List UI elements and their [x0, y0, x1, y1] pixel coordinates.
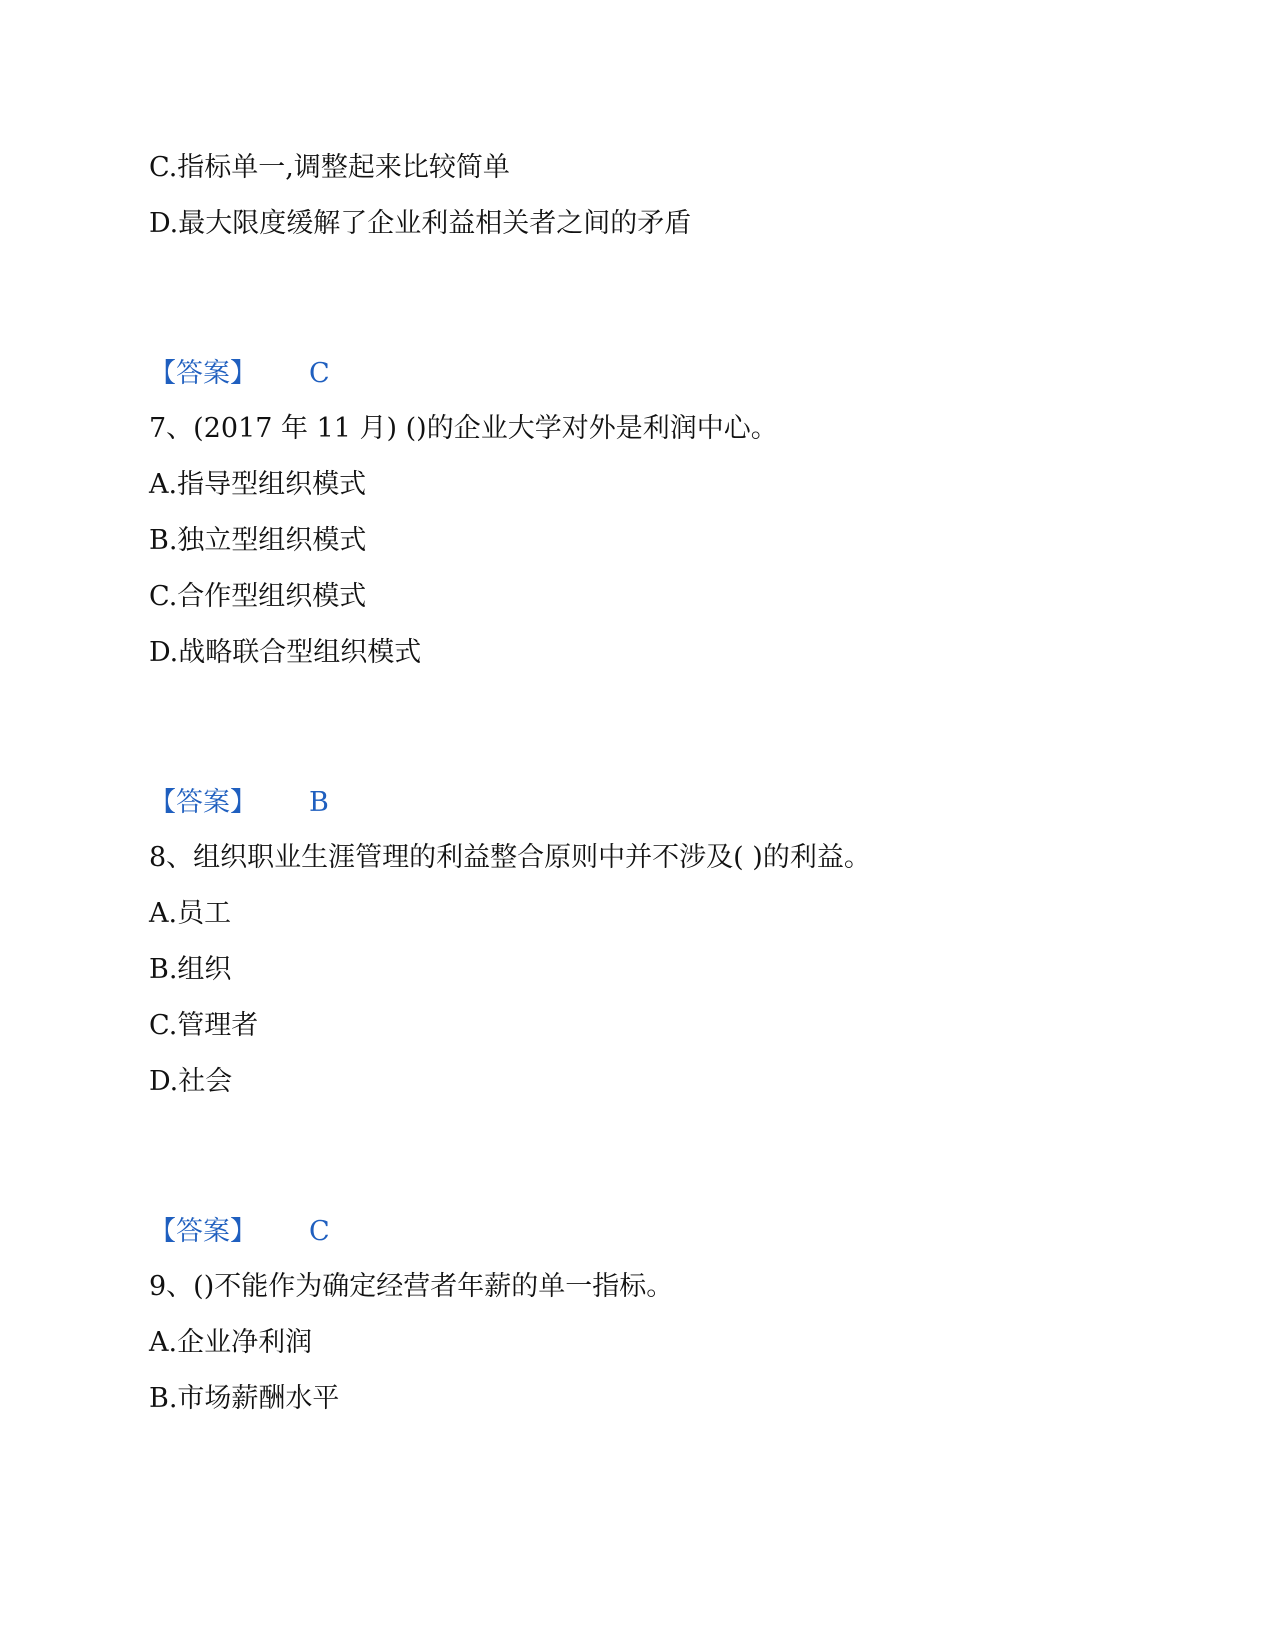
q8-answer: [149, 1214, 330, 1250]
answer-label: 【答案】: [149, 787, 257, 818]
answer-value: B: [309, 787, 329, 818]
q9-question: 9、()不能作为确定经营者年薪的单一指标。: [149, 1271, 674, 1302]
answer-value: C: [309, 358, 330, 389]
q7-option-d: D.战略联合型组织模式: [149, 637, 422, 668]
q9-option-a: A.企业净利润: [149, 1327, 313, 1358]
q7-answer: [149, 785, 329, 821]
q8-option-a: A.员工: [149, 898, 232, 929]
prev-option-c: C.指标单一,调整起来比较简单: [149, 152, 510, 183]
answer-label: 【答案】: [149, 1216, 257, 1247]
q9-option-b: B.市场薪酬水平: [149, 1383, 340, 1414]
q7-option-b: B.独立型组织模式: [149, 525, 367, 556]
q7-question: 7、(2017 年 11 月) ()的企业大学对外是利润中心。: [149, 413, 778, 444]
prev-answer: [149, 356, 330, 392]
answer-value: C: [309, 1216, 330, 1247]
q7-option-c: C.合作型组织模式: [149, 581, 367, 612]
prev-option-d: D.最大限度缓解了企业利益相关者之间的矛盾: [149, 208, 692, 239]
q8-option-c: C.管理者: [149, 1010, 259, 1041]
q8-option-d: D.社会: [149, 1066, 233, 1097]
answer-label: 【答案】: [149, 358, 257, 389]
q8-option-b: B.组织: [149, 954, 232, 985]
q7-option-a: A.指导型组织模式: [149, 469, 367, 500]
q8-question: 8、组织职业生涯管理的利益整合原则中并不涉及( )的利益。: [149, 842, 871, 873]
